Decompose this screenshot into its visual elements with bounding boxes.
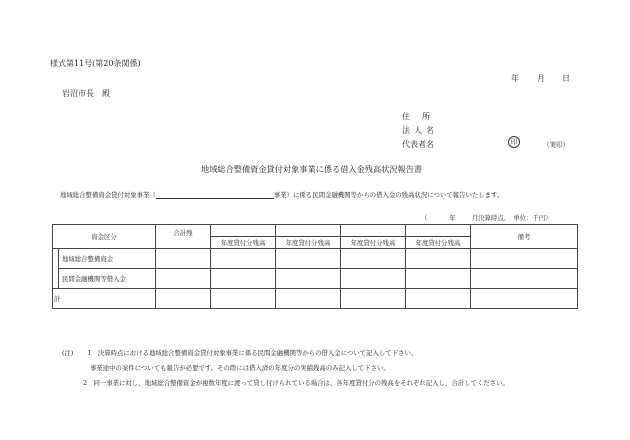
note-item-2: 2 同一事業に対し、地域総合整備資金が複数年度に渡って貸し付けられている場合は、各年度貸付分の残高をそれぞれ記入し、合計してください。 — [83, 379, 509, 387]
header-annual-top — [276, 225, 341, 237]
note-item-1: 1 決算時点における地域総合整備資金貸付対象事業に係る民間金融機関等からの借入金について記入して下さい。 — [87, 349, 418, 357]
date-month-label: 月 — [537, 74, 545, 83]
table-row — [53, 289, 578, 309]
unit-year: 年 — [449, 214, 456, 222]
cell-annual[interactable] — [406, 269, 471, 289]
cell-annual[interactable] — [341, 269, 406, 289]
cell-remarks[interactable] — [471, 289, 578, 309]
corporation-name-label: 法人名 — [402, 126, 438, 135]
unit-text: 月決算時点、 単位：千円） — [471, 214, 552, 222]
settlement-unit-line — [421, 213, 552, 222]
header-remarks: 備考 — [471, 225, 578, 249]
cell-annual[interactable] — [276, 289, 341, 309]
header-annual-balance: 年度貸付分残高 — [406, 237, 471, 249]
seal-note: （実印） — [543, 141, 570, 149]
intro-sentence — [60, 190, 503, 199]
header-total: 合計残 — [156, 225, 211, 249]
cell-total[interactable] — [156, 289, 211, 309]
cell-annual[interactable] — [341, 289, 406, 309]
representative-name-label: 代表者名 — [402, 140, 434, 149]
address-label: 住所 — [402, 112, 442, 121]
date-day-label: 日 — [562, 74, 570, 83]
cell-annual[interactable] — [211, 269, 276, 289]
cell-annual[interactable] — [276, 269, 341, 289]
document-title: 地域総合整備資金貸付対象事業に係る借入金残高状況報告書 — [201, 164, 423, 174]
cell-remarks[interactable] — [471, 269, 578, 289]
header-annual-balance: 年度貸付分残高 — [276, 237, 341, 249]
row-label-private-loans: 民間金融機関等借入金 — [59, 269, 156, 289]
table-row — [53, 269, 578, 289]
balance-table — [52, 224, 578, 309]
header-annual-top — [341, 225, 406, 237]
cell-remarks[interactable] — [471, 249, 578, 269]
note-item-1-cont: 事業途中の案件についても報告が必要です。その際には借入済の年度分の実績残高のみ記入して下さい。 — [90, 364, 390, 372]
cell-annual[interactable] — [341, 249, 406, 269]
cell-annual[interactable] — [211, 289, 276, 309]
header-annual-balance: 年度貸付分残高 — [211, 237, 276, 249]
notes-marker: (注) — [62, 349, 74, 357]
header-annual-top — [211, 225, 276, 237]
row-label-regional-fund: 地域総合整備資金 — [59, 249, 156, 269]
row-label-total: 計 — [53, 289, 156, 309]
intro-suffix: 事業）に係る民間金融機関等からの借入金の残高状況について報告いたします。 — [273, 191, 504, 199]
cell-annual[interactable] — [276, 249, 341, 269]
header-category: 資金区分 — [53, 225, 156, 249]
project-name-blank — [156, 191, 274, 199]
header-annual-top — [406, 225, 471, 237]
header-annual-balance: 年度貸付分残高 — [341, 237, 406, 249]
notes-section — [62, 346, 509, 391]
unit-open-paren: （ — [421, 214, 428, 222]
cell-annual[interactable] — [406, 249, 471, 269]
addressee: 岩沼市長 殿 — [62, 89, 110, 98]
cell-annual[interactable] — [406, 289, 471, 309]
cell-annual[interactable] — [211, 249, 276, 269]
seal-mark: 印 — [508, 136, 520, 148]
cell-total[interactable] — [156, 269, 211, 289]
form-number: 様式第11号(第20条関係) — [50, 59, 141, 68]
table-row — [53, 249, 578, 269]
intro-prefix: 地域総合整備資金貸付対象事業（ — [60, 191, 156, 199]
cell-total[interactable] — [156, 249, 211, 269]
date-year-label: 年 — [511, 74, 519, 83]
